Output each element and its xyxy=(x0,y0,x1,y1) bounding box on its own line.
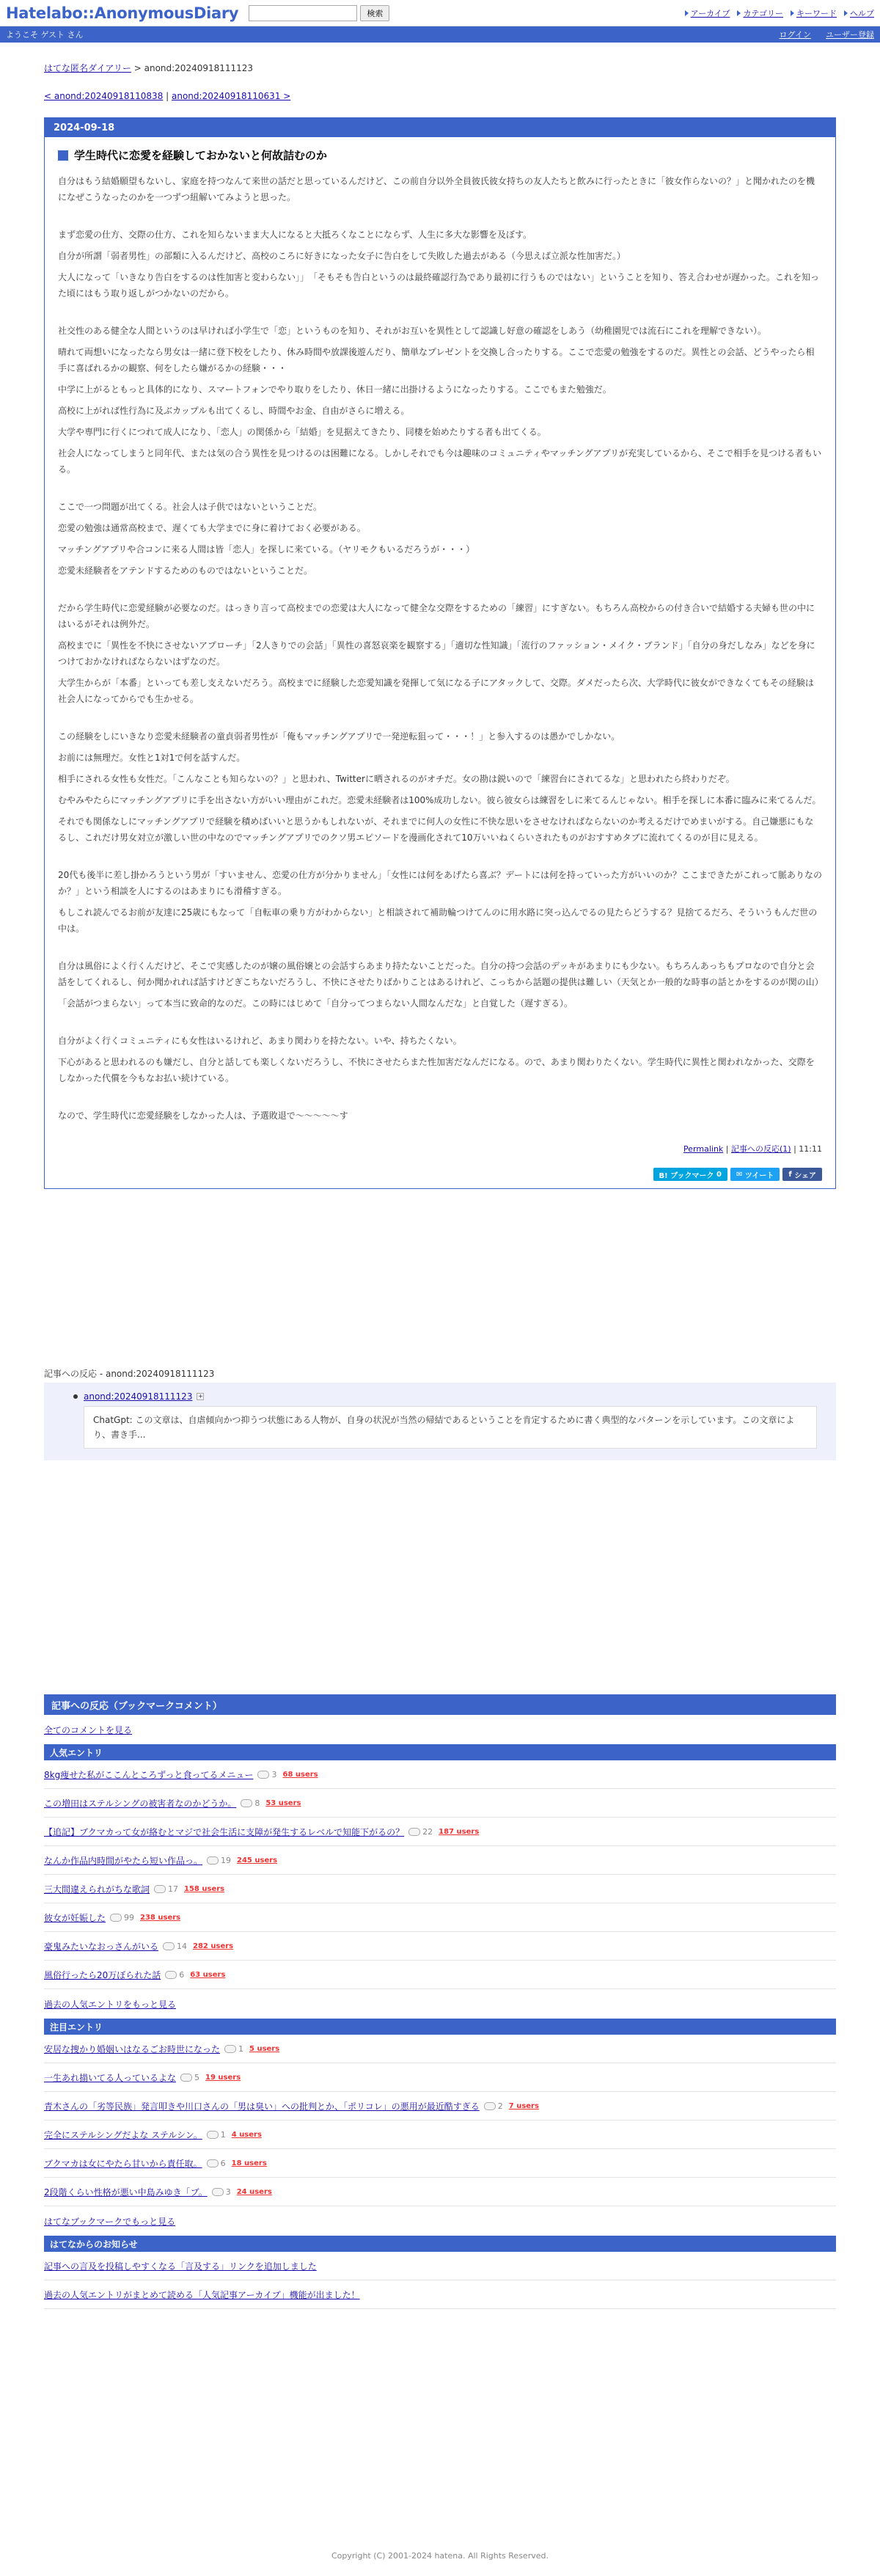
featured-heading: 注目エントリ xyxy=(44,2019,836,2035)
bookmark-users-link[interactable]: 7 users xyxy=(508,2101,539,2110)
comment-bubble-icon xyxy=(241,1799,252,1807)
featured-entry-row xyxy=(44,2063,836,2092)
bookmark-users-link[interactable]: 238 users xyxy=(140,1913,181,1922)
entry-paragraph: ここで一つ問題が出てくる。社会人は子供ではないということだ。 xyxy=(58,502,323,512)
comment-count: 3 xyxy=(212,2187,231,2197)
popular-entry-row xyxy=(44,1760,836,1789)
featured-entry-title[interactable]: 完全にステルシングだよな ステルシン。 xyxy=(44,2129,202,2140)
nav-help[interactable]: ヘルプ xyxy=(844,7,874,19)
entry-pager: < anond:20240918110838 | anond:20240918110631 > xyxy=(44,91,291,101)
next-entry-link[interactable]: anond:20240918110631 > xyxy=(172,91,291,101)
paragraph-gap xyxy=(58,712,822,728)
bookmark-users-link[interactable]: 53 users xyxy=(265,1799,301,1807)
featured-entry-title[interactable]: 一生あれ描いてる人っているよな xyxy=(44,2072,177,2083)
entry-paragraph: 社会人になってしまうと同年代、または気の合う異性を見つけるのは困難になる。しかしそれでも今は趣味のコミュニティやマッチングアプリが充実しているから、そこで相手を見つける者もいる。 xyxy=(58,448,822,475)
entry-paragraph: 中学に上がるともっと具体的になり、スマートフォンでやり取りをしたり、休日一緒に出掛けるようになったりする。ここでもまた勉強だ。 xyxy=(58,384,612,395)
bookmark-users-link[interactable]: 245 users xyxy=(237,1856,278,1865)
entry-paragraph: お前には無理だ。女性と1対1で何を話すんだ。 xyxy=(58,753,246,763)
comment-bubble-icon xyxy=(212,2188,224,2196)
entry-paragraph: 高校までに「異性を不快にさせないアプローチ」「2人きりでの会話」「異性の喜怒哀楽を観察する」「適切な性知識」「流行のファッション・メイク・ブランド」「自分の身だしなみ」などを身につけておかなければならないはずなのだ。 xyxy=(58,640,815,667)
comment-count: 6 xyxy=(165,1970,184,1980)
bookmark-comments-heading: 記事への反応（ブックマークコメント） xyxy=(44,1694,836,1715)
popular-entry-title[interactable]: 豪鬼みたいなおっさんがいる xyxy=(44,1941,159,1952)
entry-paragraph: 自分がよく行くコミュニティにも女性はいるけれど、あまり関わりを持たない。いや、持ちたくない。 xyxy=(58,1036,462,1046)
copyright: Copyright (C) 2001-2024 hatena. All Rights Reserved. xyxy=(331,2551,549,2561)
entry-paragraph: だから学生時代に恋愛経験が必要なのだ。はっきり言って高校までの恋愛は大人になって健全な交際をするための「練習」にすぎない。もちろん高校からの付き合いで結婚する夫婦も世の中にはいるがそれは例外だ。 xyxy=(58,603,815,629)
entry-paragraph: 20代も後半に差し掛かろうという男が「すいません、恋愛の仕方が分かりません」「女性には何をあげたら喜ぶ？デートには何を持っていった方がいいのか？ここまできたがこれって脈ありなのか？」という相談を人にするのはあまりにも滑稽すぎる。 xyxy=(58,870,822,896)
comment-count: 17 xyxy=(154,1884,178,1894)
entry-paragraph: 自分はもう結婚願望もないし、家庭を持つなんて来世の話だと思っているんだけど、この前自分以外全員彼氏彼女持ちの友人たちと飲みに行ったときに「彼女作らないの？」と聞かれたのを機になぜこうなったのかを一つずつ紐解いてみようと思った。 xyxy=(58,176,815,202)
bookmark-users-link[interactable]: 4 users xyxy=(231,2130,262,2139)
bookmark-count: 0 xyxy=(716,1170,722,1179)
entry-paragraph: 社交性のある健全な人間というのは早ければ小学生で「恋」というものを知り、それがお互いを異性として認識し好意の確認をしあう（幼稚園児では流石にこれを理解できない）。 xyxy=(58,326,767,336)
facebook-share-button[interactable]: f シェア xyxy=(782,1168,822,1181)
paragraph-gap xyxy=(58,1017,822,1033)
twitter-icon: ✉ xyxy=(736,1170,745,1179)
triangle-right-icon xyxy=(844,10,848,16)
bookmark-users-link[interactable]: 63 users xyxy=(190,1970,226,1979)
featured-entry-row xyxy=(44,2178,836,2206)
featured-entry-row xyxy=(44,2092,836,2121)
popular-entry-row xyxy=(44,1846,836,1875)
comment-bubble-icon xyxy=(163,1942,175,1950)
comment-count: 19 xyxy=(207,1856,231,1865)
paragraph-gap xyxy=(58,851,822,867)
popular-entry-row xyxy=(44,1818,836,1846)
comment-bubble-icon xyxy=(224,2045,236,2053)
popular-entry-title[interactable]: 8kg痩せた私がここんところずっと食ってるメニュー xyxy=(44,1769,254,1780)
bookmark-users-link[interactable]: 68 users xyxy=(282,1770,318,1779)
popular-entry-title[interactable]: なんか作品内時間がやたら短い作品っ。 xyxy=(44,1855,203,1866)
triangle-right-icon xyxy=(791,10,794,16)
bookmark-users-link[interactable]: 5 users xyxy=(249,2044,280,2053)
triangle-right-icon xyxy=(685,10,689,16)
entry-paragraph: 大学生からが「本番」といっても差し支えないだろう。高校までに経験した恋愛知識を発揮して気になる子にアタックして、交際。ダメだったら次、大学時代に彼女ができなくてもその経験は社会人になってからでも生かせる。 xyxy=(58,678,814,704)
news-item[interactable]: 過去の人気エントリがまとめて読める「人気記事アーカイブ」機能が出ました！ xyxy=(44,2289,360,2300)
site-logo[interactable]: Hatelabo::AnonymousDiary xyxy=(6,4,239,22)
reaction-item xyxy=(73,1391,807,1402)
breadcrumb-current: anond:20240918111123 xyxy=(144,63,254,73)
featured-entry-row xyxy=(44,2149,836,2178)
bookmark-users-link[interactable]: 282 users xyxy=(193,1942,234,1950)
entry-paragraph: それでも関係なしにマッチングアプリで経験を積めばいいと思うかもしれないが、それまでに何人の女性に不快な思いをさせなければならないのか考えるだけでめまいがする。自己嫌悪にもなるし、これだけ男女対立が激しい世の中なのでマッチングアプリでのクソ男エピソードを漫画化されて10万いいねくらいされたものがおすすめタブに流れてくるのが目に見える。 xyxy=(58,816,814,843)
popular-entry-row xyxy=(44,1961,836,1989)
comment-bubble-icon xyxy=(180,2074,192,2082)
comment-count: 3 xyxy=(257,1770,276,1779)
comment-count: 99 xyxy=(110,1913,134,1922)
popular-more-link[interactable]: 過去の人気エントリをもっと見る xyxy=(44,1999,177,2010)
register-link[interactable]: ユーザー登録 xyxy=(826,30,874,40)
comment-count: 2 xyxy=(484,2101,503,2111)
paragraph-gap xyxy=(58,584,822,600)
diary-entry xyxy=(44,117,836,1189)
popular-entry-row xyxy=(44,1789,836,1818)
entry-title[interactable]: 学生時代に恋愛を経験しておかないと何故詰むのか xyxy=(58,147,822,163)
tweet-button[interactable]: ✉ ツイート xyxy=(730,1168,780,1181)
entry-paragraph: 恋愛未経験者をアテンドするためのものではないということだ。 xyxy=(58,566,313,576)
nav-archive[interactable]: アーカイブ xyxy=(685,7,730,19)
entry-paragraph: 晴れて両想いになったなら男女は一緒に登下校をしたり、休み時間や放課後遊んだり、簡単なプレゼントを交換し合ったりする。ここで恋愛の勉強をするのだ。異性との会話、どうやったら相手に喜ばれるかの観察、何をしたら嫌がるかの経験・・・ xyxy=(58,347,815,373)
featured-list xyxy=(44,2035,836,2206)
reactions-list xyxy=(44,1383,836,1460)
entry-paragraph: なので、学生時代に恋愛経験をしなかった人は、予選敗退で〜〜〜〜〜す xyxy=(58,1110,348,1121)
featured-entry-row xyxy=(44,2121,836,2149)
user-bar xyxy=(0,26,880,43)
square-bullet-icon xyxy=(58,150,68,161)
comment-count: 6 xyxy=(207,2159,226,2168)
paragraph-gap xyxy=(58,483,822,499)
nav-category[interactable]: カテゴリー xyxy=(737,7,783,19)
bullet-icon xyxy=(73,1394,78,1399)
paragraph-gap xyxy=(58,942,822,958)
search-input[interactable] xyxy=(249,5,357,21)
featured-more-link[interactable]: はてなブックマークでもっと見る xyxy=(44,2216,176,2227)
breadcrumb-home[interactable]: はてな匿名ダイアリー xyxy=(44,63,131,73)
entry-paragraph: 高校に上がれば性行為に及ぶカップルも出てくるし、時間やお金、自由がさらに増える。 xyxy=(58,406,410,416)
featured-entry-row xyxy=(44,2035,836,2063)
comment-bubble-icon xyxy=(408,1828,420,1836)
comment-bubble-icon xyxy=(165,1971,177,1979)
header-nav xyxy=(685,7,874,19)
search-button[interactable]: 検索 xyxy=(360,5,389,21)
comment-bubble-icon xyxy=(257,1771,269,1779)
entry-paragraph: むやみやたらにマッチングアプリに手を出さない方がいい理由がこれだ。恋愛未経験者は100%成功しない。彼ら彼女らは練習をしに来てるんじゃない。相手を探しに本番に臨みに来てるんだ。 xyxy=(58,795,821,805)
expand-icon[interactable]: + xyxy=(198,1393,203,1399)
entry-paragraph: 下心があると思われるのも嫌だし、自分と話しても楽しくないだろうし、不快にさせたらまた性加害だなんだになる。ので、あまり関わりたくない。学生時代に異性と関われなかった、交際をしなかった代償を今もなお払い続けている。 xyxy=(58,1057,815,1083)
popular-entry-row xyxy=(44,1932,836,1961)
comment-bubble-icon xyxy=(207,2159,219,2167)
welcome-text: ようこそ ゲスト さん xyxy=(6,30,84,40)
facebook-icon: f xyxy=(788,1170,795,1179)
all-comments-link[interactable]: 全てのコメントを見る xyxy=(44,1724,133,1735)
entry-paragraph: 大人になって「いきなり告白をするのは性加害と変わらない」」 「そもそも告白というのは最終確認行為であり最初に行うものではない」ということを知り、答え合わせが遅かった。これを知った頃にはもう取り返しがつかないのだから。 xyxy=(58,272,820,299)
comment-bubble-icon xyxy=(484,2102,496,2110)
popular-entry-title[interactable]: 彼女が妊娠した xyxy=(44,1912,106,1923)
featured-entry-title[interactable]: 2段階くらい性格が悪い中島みゆき「ブ。 xyxy=(44,2187,208,2198)
site-header xyxy=(0,0,880,26)
entry-time: 11:11 xyxy=(799,1144,822,1154)
popular-entry-row xyxy=(44,1875,836,1903)
bookmark-users-link[interactable]: 158 users xyxy=(184,1884,225,1893)
comment-count: 14 xyxy=(163,1942,187,1951)
bookmark-comments-section xyxy=(44,1694,836,2309)
comment-bubble-icon xyxy=(154,1885,166,1893)
reactions-heading: 記事への反応 - anond:20240918111123 xyxy=(44,1369,215,1379)
entry-paragraph: もしこれ読んでるお前が友達に25歳にもなって「自転車の乗り方がわからない」と相談されて補助輪つけてんのに用水路に突っ込んでるの見たらどうする？見捨てるだろ、そういうもんだ世の中は。 xyxy=(58,907,818,934)
bookmark-users-link[interactable]: 19 users xyxy=(205,2073,241,2082)
popular-entry-title[interactable]: 三大間違えられがちな歌詞 xyxy=(44,1884,150,1895)
reactions-link[interactable]: 記事への反応(1) xyxy=(731,1144,791,1154)
triangle-right-icon xyxy=(737,10,741,16)
entry-date: 2024-09-18 xyxy=(45,118,835,137)
popular-list xyxy=(44,1760,836,1989)
entry-paragraph: マッチングアプリや合コンに来る人間は皆「恋人」を探しに来ている。（ヤリモクもいるだろうが・・・） xyxy=(58,544,475,555)
paragraph-gap xyxy=(58,1091,822,1108)
prev-entry-link[interactable]: < anond:20240918110838 xyxy=(44,91,164,101)
comment-bubble-icon xyxy=(207,2131,219,2139)
entry-footer: Permalink | 記事への反応(1) | 11:11 xyxy=(683,1144,822,1154)
bookmark-users-link[interactable]: 18 users xyxy=(231,2159,267,2167)
paragraph-gap xyxy=(58,211,822,227)
entry-paragraph: 相手にされる女性も女性だ。「こんなことも知らないの？」と思われ、Twitterに晒されるのがオチだ。女の勘は鋭いので「練習台にされてるな」と思われたら終わりだぞ。 xyxy=(58,774,735,784)
comment-bubble-icon xyxy=(110,1914,122,1922)
comment-count: 8 xyxy=(241,1799,260,1808)
news-item[interactable]: 記事への言及を投稿しやすくなる「言及する」リンクを追加しました xyxy=(44,2261,317,2272)
entry-paragraph: 自分は風俗によく行くんだけど、そこで実感したのが嬢の風俗嬢との会話すらあまり持たないことだった。自分の持つ会話のデッキがあまりにも少ない。もちろんあっちもプロなので自分と会話をしてくれるし、何か聞かれれば話すけどぎこちないだろうし、不快にさせたりばかりことはあるけれど、こっちから話題の提供は難しい（天気とか一般的な時事の話とかをするのが関の山） xyxy=(58,961,824,987)
featured-entry-title[interactable]: 安居な捜かり婚姻いはなるごお時世になった xyxy=(44,2043,221,2054)
popular-entry-title[interactable]: この増田はステルシングの被害者なのかどうか。 xyxy=(44,1798,237,1809)
hatena-bookmark-button[interactable]: B! ブックマーク 0 xyxy=(653,1168,727,1181)
comment-count: 1 xyxy=(224,2044,243,2054)
entry-paragraph: 恋愛の勉強は通常高校まで、遅くても大学までに身に着けておく必要がある。 xyxy=(58,523,366,533)
entry-paragraph: 自分が所謂「弱者男性」の部類に入るんだけど、高校のころに好きになった女子に告白をして失敗した過去がある（今思えば立派な性加害だ。） xyxy=(58,251,626,261)
entry-paragraph: この経験をしにいきなり恋愛未経験者の童貞弱者男性が「俺もマッチングアプリで一発逆転狙って・・・！」と参入するのは愚かでしかない。 xyxy=(58,731,620,742)
featured-entry-title[interactable]: 青木さんの「劣等民族」発言叩きや川口さんの「男は臭い」への批判とか、「ポリコレ」の悪用が最近酷すぎる xyxy=(44,2101,480,2112)
entry-content xyxy=(58,173,822,1124)
breadcrumb: はてな匿名ダイアリー > anond:20240918111123 xyxy=(44,63,254,73)
permalink[interactable]: Permalink xyxy=(683,1144,724,1154)
bookmark-users-link[interactable]: 24 users xyxy=(236,2187,272,2196)
comment-bubble-icon xyxy=(207,1856,219,1865)
comment-count: 22 xyxy=(408,1827,433,1837)
login-link[interactable]: ログイン xyxy=(779,30,811,40)
popular-entry-row xyxy=(44,1903,836,1932)
bookmark-users-link[interactable]: 187 users xyxy=(439,1827,480,1836)
comment-count: 5 xyxy=(180,2073,199,2082)
reaction-link[interactable]: anond:20240918111123 xyxy=(84,1391,193,1402)
popular-heading: 人気エントリ xyxy=(44,1744,836,1760)
entry-paragraph: まず恋愛の仕方、交際の仕方、これを知らないまま大人になると大抵ろくなことにならず、人生に多大な影響を及ぼす。 xyxy=(58,230,532,240)
reaction-excerpt: ChatGpt: この文章は、自虐傾向かつ抑うつ状態にある人物が、自身の状況が当然の帰結であるということを肯定するために書く典型的なパターンを示しています。この文章により、書き手... xyxy=(84,1406,817,1449)
entry-paragraph: 「会話がつまらない」って本当に致命的なのだ。この時にはじめて「自分ってつまらない人間なんだな」と自覚した（遅すぎる）。 xyxy=(58,998,573,1009)
entry-paragraph: 大学や専門に行くにつれて成人になり、「恋人」の関係から「結婚」を見据えてきたり、同棲を始めたりする者も出てくる。 xyxy=(58,427,546,437)
popular-entry-title[interactable]: 【追記】ブクマカって女が絡むとマジで社会生活に支障が発生するレベルで知能下がるの？ xyxy=(44,1826,405,1837)
news-heading: はてなからのお知らせ xyxy=(44,2236,836,2252)
popular-entry-title[interactable]: 風俗行ったら20万ぼられた話 xyxy=(44,1969,161,1980)
share-buttons xyxy=(58,1168,822,1181)
nav-keyword[interactable]: キーワード xyxy=(791,7,837,19)
comment-count: 1 xyxy=(207,2130,226,2140)
paragraph-gap xyxy=(58,307,822,323)
featured-entry-title[interactable]: ブクマカは女にやたら甘いから責任取。 xyxy=(44,2158,202,2169)
